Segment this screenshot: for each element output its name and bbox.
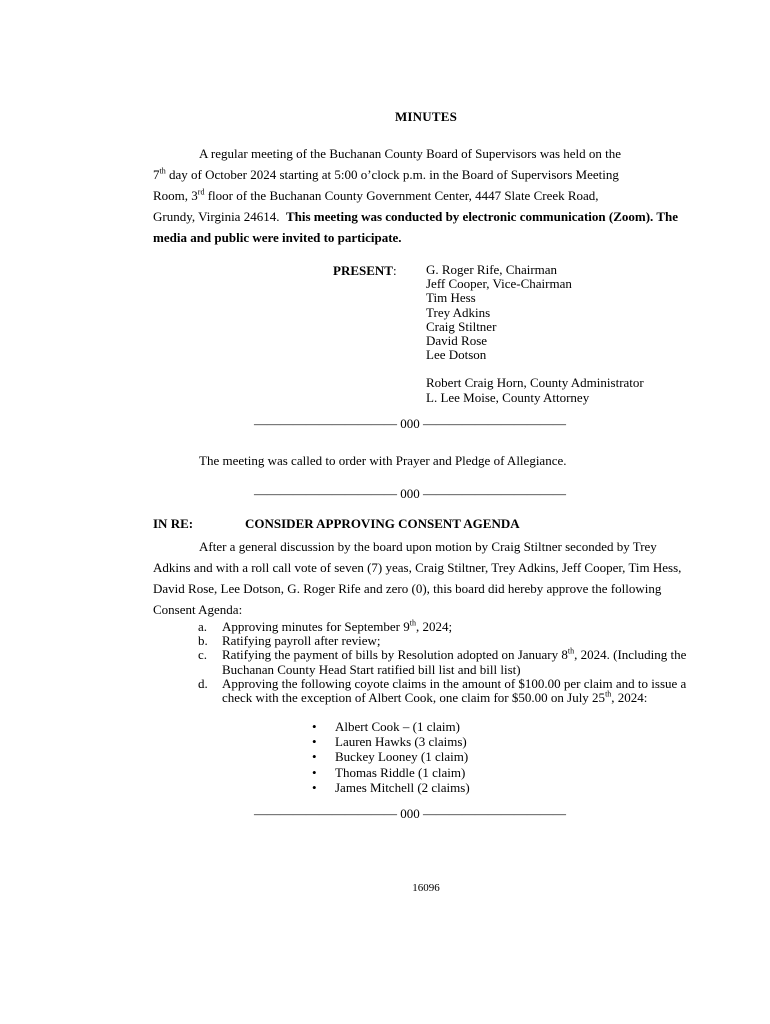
agenda-item-text-tail: , 2024: <box>611 690 648 706</box>
claim-list-item <box>312 780 470 795</box>
attendee-member: Trey Adkins <box>426 304 491 320</box>
bullet-icon: • <box>312 719 317 734</box>
agenda-item-text-main: Ratifying the payment of bills by Resolution adopted on January 8 <box>222 647 568 663</box>
intro-electronic-notice: This meeting was conducted by electronic communication (Zoom). The media and public were invited to participate. <box>153 209 678 245</box>
separator: ——————————— 000 ——————————— <box>254 416 566 431</box>
agenda-item <box>198 620 698 634</box>
bullet-icon: • <box>312 749 317 765</box>
attendee-member: Jeff Cooper, Vice-Chairman <box>426 276 572 292</box>
page-title: MINUTES <box>394 109 458 124</box>
attendee-member: Craig Stiltner <box>426 318 497 334</box>
bullet-icon: • <box>312 764 317 780</box>
agenda-item-text-main: Approving minutes for September 9 <box>222 619 410 634</box>
ordinal-suffix: th <box>409 618 416 628</box>
agenda-item-text-main: Ratifying payroll after review; <box>222 633 381 649</box>
claim-text: James Mitchell (2 claims) <box>335 779 470 795</box>
attendee-member: Lee Dotson <box>426 347 487 363</box>
ordinal-suffix: th <box>605 689 612 699</box>
ordinal-suffix: th <box>567 647 575 657</box>
list-spacer <box>426 362 644 376</box>
bullet-icon: • <box>312 779 317 795</box>
attendee-member: David Rose <box>426 333 488 349</box>
intro-text-3: Room, 3 <box>153 188 198 203</box>
intro-paragraph <box>153 143 693 248</box>
intro-day-suffix: th <box>159 166 166 176</box>
in-re-label: IN RE: <box>153 516 194 531</box>
agenda-item-letter: c. <box>198 647 208 663</box>
page-number: 16096 <box>412 882 440 894</box>
claim-text: Albert Cook – (1 claim) <box>335 719 460 734</box>
consent-agenda-paragraph <box>153 536 693 620</box>
section-heading: CONSIDER APPROVING CONSENT AGENDA <box>245 516 520 531</box>
consent-agenda-text: After a general discussion by the board upon motion by Craig Stiltner seconded by Trey Adkins and with a roll call vote of seven (7) yeas, Craig Stiltner, Trey Adkins, Jeff Cooper, Tim Hess, David Rose, Lee Dotson, G. Roger Rife and zero (0), this board did hereby approve the following Consent Agenda: <box>153 539 682 617</box>
claim-list-item <box>312 734 470 749</box>
intro-text-5: Grundy, Virginia 24614. <box>153 209 280 224</box>
agenda-item-letter: a. <box>198 619 208 634</box>
intro-text-1: A regular meeting of the Buchanan County Board of Supervisors was held on the <box>199 146 622 161</box>
agenda-item <box>198 648 698 676</box>
agenda-item-text <box>222 620 452 634</box>
agenda-item-text <box>222 648 698 676</box>
attendee-staff: Robert Craig Horn, County Administrator <box>426 375 644 391</box>
attendee-list <box>426 263 644 405</box>
bullet-icon: • <box>312 734 317 750</box>
agenda-item-text <box>222 677 698 705</box>
claim-list-item <box>312 765 470 780</box>
agenda-list <box>198 620 698 705</box>
agenda-item-letter: d. <box>198 675 208 691</box>
claim-list-item <box>312 749 470 764</box>
agenda-item-text-main: Approving the following coyote claims in the amount of $100.00 per claim and to issue a check with the exception of Albert Cook, one claim for $50.00 on July 25 <box>222 675 687 706</box>
claims-list <box>312 719 470 795</box>
attendee-member: Tim Hess <box>426 290 476 306</box>
separator: ——————————— 000 ——————————— <box>254 806 566 821</box>
agenda-item-text-tail: , 2024. (Including the Buchanan County Head Start ratified bill list and bill list) <box>222 647 687 677</box>
intro-text-2: day of October 2024 starting at 5:00 o’clock p.m. in the Board of Supervisors Meeting <box>165 167 619 182</box>
claim-list-item <box>312 719 470 734</box>
claim-text: Lauren Hawks (3 claims) <box>335 734 467 750</box>
agenda-item-letter: b. <box>198 633 208 649</box>
intro-floor-suffix: rd <box>197 187 205 197</box>
agenda-item <box>198 677 698 705</box>
intro-day-number: 7 <box>153 167 160 182</box>
attendee-member: G. Roger Rife, Chairman <box>426 262 558 277</box>
claim-text: Buckey Looney (1 claim) <box>335 749 469 765</box>
claim-text: Thomas Riddle (1 claim) <box>335 764 466 780</box>
present-label: PRESENT: <box>333 263 397 278</box>
separator: ——————————— 000 ——————————— <box>254 486 566 501</box>
agenda-item-text-tail: , 2024; <box>415 619 453 634</box>
opening-statement: The meeting was called to order with Prayer and Pledge of Allegiance. <box>199 453 567 468</box>
intro-text-4: floor of the Buchanan County Government Center, 4447 Slate Creek Road, <box>204 188 599 203</box>
attendee-staff: L. Lee Moise, County Attorney <box>426 389 590 405</box>
